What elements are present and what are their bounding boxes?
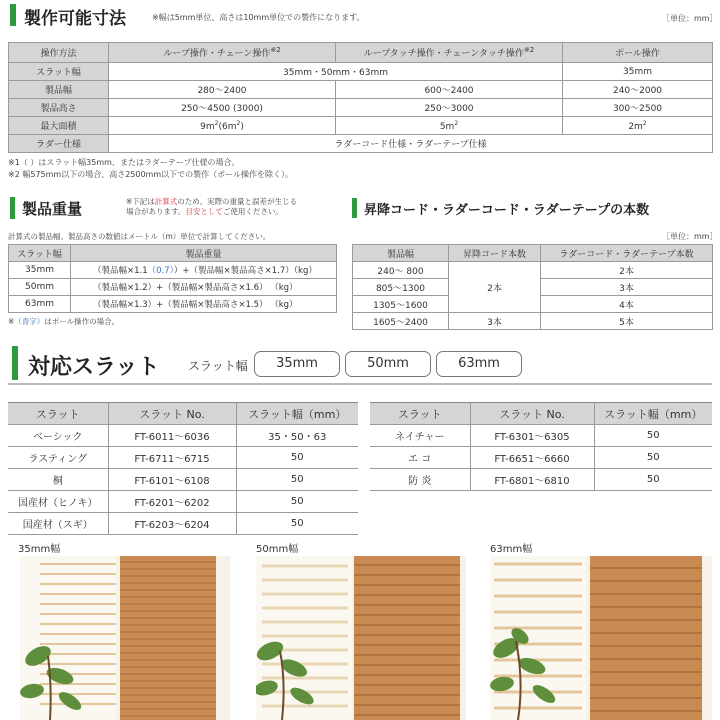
row-slat-width: スラット幅 35mm・50mm・63mm 35mm: [9, 63, 713, 81]
row-product-width: 製品幅 280～2400 600～2400 240～2000: [9, 81, 713, 99]
cord-row: 1305～1600 4本: [353, 296, 713, 313]
section3-bar: [352, 198, 357, 218]
slat-width-label: スラット幅: [188, 359, 248, 373]
slat-left-header-width: スラット幅（mm）: [236, 403, 358, 425]
slat-option-63[interactable]: 63mm: [436, 351, 522, 377]
cord-table: [352, 244, 713, 330]
section1-footnote-2: ※2 幅575mm以下の場合、高さ2500mm以下での製作（ポール操作を除く）。: [8, 170, 293, 179]
table-row: ネイチャー FT-6301～6305 50: [370, 425, 712, 447]
table-row: 国産材（スギ） FT-6203～6204 50: [8, 513, 358, 535]
cord-row: 805～1300 3本: [353, 279, 713, 296]
section1-footnote-1: ※1（ ）はスラット幅35mm、またはラダーテープ仕様の場合。: [8, 158, 240, 167]
section1-unit: ［単位：mm］: [662, 14, 718, 23]
section1-bar: [10, 4, 16, 26]
weight-row: 63mm （製品幅×1.3）+（製品幅×製品高さ×1.5） （kg）: [9, 296, 337, 313]
table-row: 防 炎 FT-6801～6810 50: [370, 469, 712, 491]
header-operation: 操作方法: [9, 43, 109, 63]
section3-title: 昇降コード・ラダーコード・ラダーテープの本数: [364, 203, 650, 218]
section1-title: 製作可能寸法: [24, 9, 126, 29]
weight-row: 35mm （製品幅×1.1（0.7））+（製品幅×製品高さ×1.7）（kg）: [9, 262, 337, 279]
slat-option-50[interactable]: 50mm: [345, 351, 431, 377]
slat-right-header-no: スラット No.: [470, 403, 594, 425]
section4-title: 対応スラット: [28, 355, 160, 380]
blind-photo-63-image: [490, 556, 712, 720]
dimension-table: [8, 42, 713, 153]
section2-footnote: ※（青字）はポール操作の場合。: [8, 317, 120, 326]
cord-header-ladder: ラダーコード・ラダーテープ本数: [541, 245, 713, 262]
dimension-header-row: [9, 43, 713, 63]
header-pole: ポール操作: [563, 43, 713, 63]
blind-photo-35: [20, 556, 230, 720]
cord-row: 240～ 800 2本 2本: [353, 262, 713, 279]
cord-row: 1605～2400 3本 5本: [353, 313, 713, 330]
photo-label-35: 35mm幅: [18, 544, 61, 555]
blind-photo-35-image: [20, 556, 230, 720]
row-max-area: 最大面積 $9m^2(6m^2)$ $5m^2$ $2m^2$: [9, 117, 713, 135]
weight-table: [8, 244, 337, 313]
section2-note: ※下記は計算式のため、実際の重量と誤差が生じる 場合があります。目安としてご使用ください。: [126, 197, 297, 217]
section2-title: 製品重量: [22, 200, 83, 218]
section2-description: 計算式の製品幅、製品高さの数値はメートル（m）単位で計算してください。: [8, 232, 271, 241]
blind-photo-50-image: [256, 556, 466, 720]
weight-header-weight: 製品重量: [71, 245, 337, 262]
section2-bar: [10, 197, 15, 219]
weight-row: 50mm （製品幅×1.2）+（製品幅×製品高さ×1.6） （kg）: [9, 279, 337, 296]
table-row: ベーシック FT-6011～6036 35・50・63: [8, 425, 358, 447]
header-touch: ループタッチ操作・チェーンタッチ操作$^{※2}$: [336, 43, 563, 63]
row-ladder: ラダー仕様 ラダーコード仕様・ラダーテープ仕様: [9, 135, 713, 153]
section4-underline: [8, 383, 712, 385]
photo-label-50: 50mm幅: [256, 544, 299, 555]
slat-right-header-width: スラット幅（mm）: [594, 403, 712, 425]
section3-unit: ［単位：mm］: [662, 232, 718, 241]
section4-bar: [12, 346, 18, 380]
table-row: ラスティング FT-6711～6715 50: [8, 447, 358, 469]
slat-option-35[interactable]: 35mm: [254, 351, 340, 377]
table-row: 国産材（ヒノキ） FT-6201～6202 50: [8, 491, 358, 513]
slat-table-left: [8, 402, 358, 535]
cord-header-width: 製品幅: [353, 245, 449, 262]
slat-right-header-slat: スラット: [370, 403, 470, 425]
table-row: 桐 FT-6101～6108 50: [8, 469, 358, 491]
header-loop: ループ操作・チェーン操作$^{※2}$: [109, 43, 336, 63]
blind-photo-63: [490, 556, 712, 720]
section1-note: ※幅は5mm単位、高さは10mm単位での製作になります。: [152, 13, 365, 22]
slat-table-right: [370, 402, 712, 491]
table-row: エ コ FT-6651～6660 50: [370, 447, 712, 469]
photo-label-63: 63mm幅: [490, 544, 533, 555]
weight-header-slat: スラット幅: [9, 245, 71, 262]
blind-photo-50: [256, 556, 466, 720]
cord-header-lift: 昇降コード本数: [449, 245, 541, 262]
slat-left-header-no: スラット No.: [108, 403, 236, 425]
slat-left-header-slat: スラット: [8, 403, 108, 425]
row-product-height: 製品高さ 250～4500 (3000) 250～3000 300～2500: [9, 99, 713, 117]
